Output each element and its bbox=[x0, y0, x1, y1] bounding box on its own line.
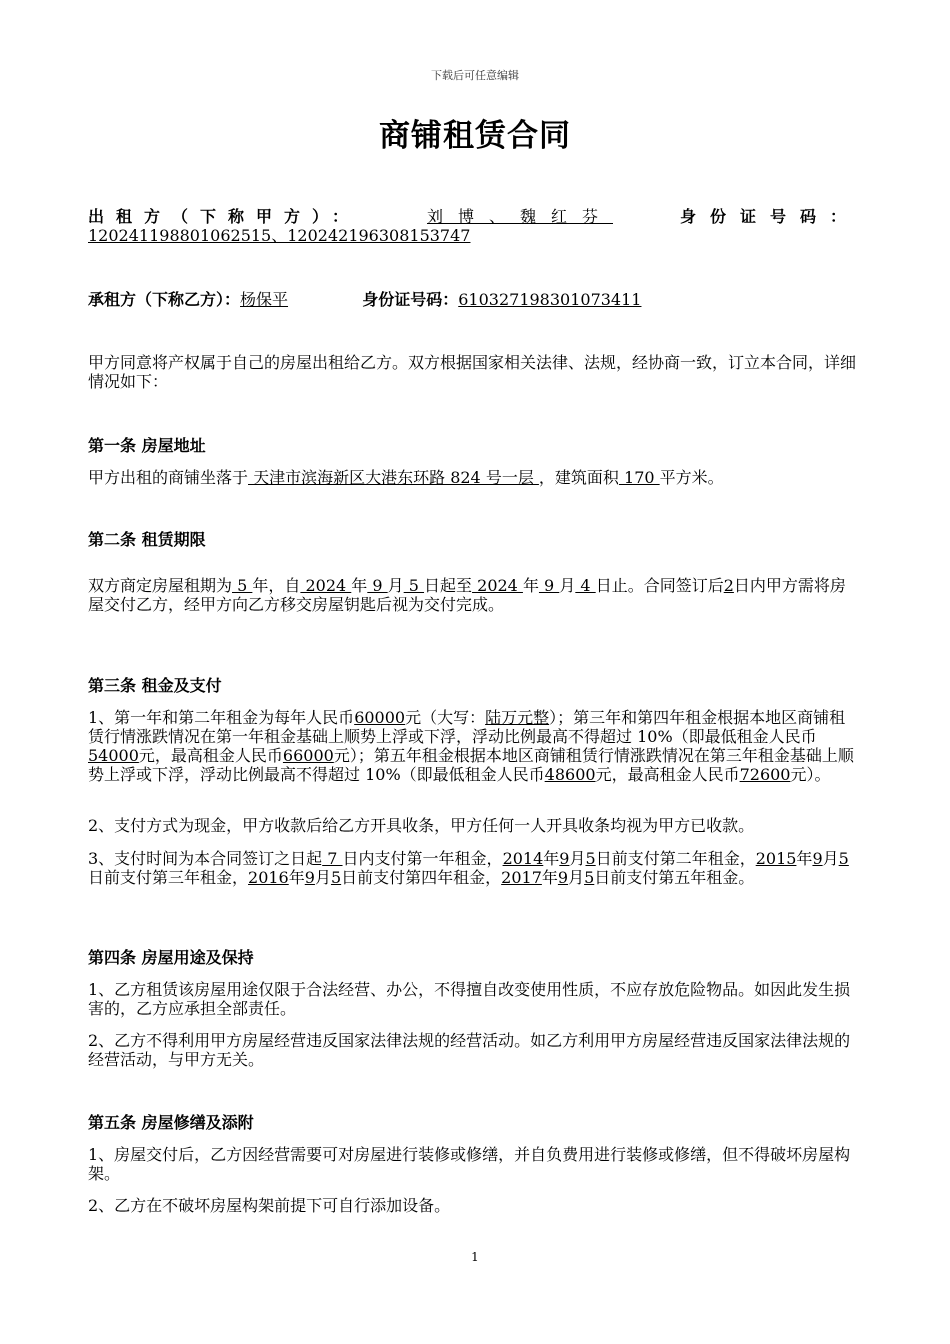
article-1-heading: 第一条 房屋地址 bbox=[88, 436, 206, 455]
article-3-clause-2: 2、支付方式为现金，甲方收款后给乙方开具收条，甲方任何一人开具收条均视为甲方已收款。 bbox=[88, 816, 755, 835]
text: 元，最高租金人民币 bbox=[138, 746, 283, 765]
lease-term: 5 bbox=[232, 576, 253, 595]
max-rent-1: 66000 bbox=[282, 746, 334, 765]
text: 日止。合同签订后 bbox=[595, 576, 724, 595]
lessee-name: 杨保平 bbox=[240, 290, 289, 309]
text: 甲方出租的商铺坐落于 bbox=[88, 468, 249, 487]
date-day: 5 bbox=[330, 868, 342, 887]
date-year: 2016 bbox=[248, 868, 289, 887]
article-3-clause-3 bbox=[88, 849, 860, 887]
lessor-line bbox=[88, 207, 860, 226]
handover-days: 2 bbox=[723, 576, 734, 595]
building-area: 170 bbox=[618, 468, 660, 487]
article-5-clause-1: 1、房屋交付后，乙方因经营需要可对房屋进行装修或修缮，并自负费用进行装修或修缮，但不得破坏房屋构架。 bbox=[88, 1145, 851, 1183]
lessee-id-label: 身份证号码： bbox=[362, 290, 459, 309]
text: 日前支付第四年租金， bbox=[341, 868, 502, 887]
date-month: 9 bbox=[557, 868, 569, 887]
text: 年，自 bbox=[252, 576, 301, 595]
text: 月 bbox=[822, 849, 839, 868]
lessor-section bbox=[88, 207, 860, 245]
date-month: 9 bbox=[812, 849, 823, 868]
text: 年 bbox=[796, 849, 813, 868]
max-rent-2: 72600 bbox=[739, 765, 791, 784]
lessee-id: 610327198301073411 bbox=[458, 290, 642, 309]
intro-paragraph: 甲方同意将产权属于自己的房屋出租给乙方。双方根据国家相关法律、法规，经协商一致，订立本合同，详细情况如下： bbox=[88, 353, 857, 391]
article-1-body bbox=[88, 468, 860, 487]
end-month: 9 bbox=[538, 576, 560, 595]
lessee-label: 承租方（下称乙方）： bbox=[88, 290, 241, 309]
text: 平方米。 bbox=[659, 468, 724, 487]
annual-rent-words: 陆万元整 bbox=[485, 708, 550, 727]
lessee-section bbox=[88, 290, 860, 309]
text: 元，最高租金人民币 bbox=[595, 765, 740, 784]
start-month: 9 bbox=[367, 576, 388, 595]
text: 3、支付时间为本合同签订之日起 bbox=[88, 849, 323, 868]
date-year: 2017 bbox=[501, 868, 542, 887]
text: 月 bbox=[314, 868, 331, 887]
header-note: 下载后可任意编辑 bbox=[431, 69, 519, 82]
min-rent-1: 54000 bbox=[88, 746, 139, 765]
date-month: 9 bbox=[559, 849, 570, 868]
property-address: 天津市滨海新区大港东环路 824 号一层 bbox=[248, 468, 539, 487]
article-4-heading: 第四条 房屋用途及保持 bbox=[88, 948, 254, 967]
text: 月 bbox=[569, 849, 586, 868]
text: 月 bbox=[568, 868, 585, 887]
end-day: 4 bbox=[575, 576, 596, 595]
article-3-heading: 第三条 租金及支付 bbox=[88, 676, 222, 695]
lessor-names: 刘博、魏红芬 bbox=[426, 207, 613, 226]
text: 1、第一年和第二年租金为每年人民币 bbox=[88, 708, 355, 727]
end-year: 2024 bbox=[472, 576, 523, 595]
page-number: 1 bbox=[471, 1250, 479, 1264]
lessor-label: 出租方（下称甲方）： bbox=[88, 207, 361, 226]
text: 日前支付第五年租金。 bbox=[594, 868, 755, 887]
text: 日前支付第二年租金， bbox=[595, 849, 756, 868]
text: 日内支付第一年租金， bbox=[342, 849, 503, 868]
text: 年 bbox=[288, 868, 305, 887]
date-day: 5 bbox=[838, 849, 849, 868]
min-rent-2: 48600 bbox=[544, 765, 596, 784]
date-month: 9 bbox=[304, 868, 315, 887]
text: ，建筑面积 bbox=[538, 468, 619, 487]
text: 年 bbox=[543, 849, 560, 868]
document-title: 商铺租赁合同 bbox=[379, 118, 571, 154]
text: 元）。 bbox=[790, 765, 831, 784]
text: 年 bbox=[541, 868, 558, 887]
date-day: 5 bbox=[585, 849, 596, 868]
text: 元）；第五年租金根据本地区商铺租赁行情涨跌情况在第三年租金基础上顺势上浮或下浮，浮动比例最高不得超过 10%（即最低租金人民币 bbox=[88, 746, 854, 784]
article-2-body bbox=[88, 576, 860, 614]
article-4-clause-1: 1、乙方租赁该房屋用途仅限于合法经营、办公，不得擅自改变使用性质，不应存放危险物品。如因此发生损害的，乙方应承担全部责任。 bbox=[88, 980, 851, 1018]
date-day: 5 bbox=[584, 868, 595, 887]
start-year: 2024 bbox=[300, 576, 352, 595]
article-5-clause-2: 2、乙方在不破坏房屋构架前提下可自行添加设备。 bbox=[88, 1196, 451, 1215]
date-year: 2015 bbox=[755, 849, 797, 868]
lessor-id-label: 身份证号码： bbox=[679, 207, 860, 226]
text: 双方商定房屋租期为 bbox=[88, 576, 233, 595]
start-day: 5 bbox=[403, 576, 425, 595]
first-payment-days: 7 bbox=[322, 849, 343, 868]
article-3-clause-1 bbox=[88, 708, 860, 784]
article-2-heading: 第二条 租赁期限 bbox=[88, 530, 206, 549]
text: ）；第三年和第四年租金根据本地区商铺租赁行情涨跌情况在第一年租金基础上顺势上浮或下浮，浮动比例最高不得超过 10%（即最低租金人民币 bbox=[88, 708, 846, 746]
lessor-ids: 120241198801062515、120242196308153747 bbox=[88, 226, 471, 245]
text: 日起至 bbox=[424, 576, 473, 595]
text: 月 bbox=[559, 576, 576, 595]
text: 元（大写： bbox=[405, 708, 486, 727]
text: 年 bbox=[351, 576, 368, 595]
text: 月 bbox=[387, 576, 404, 595]
text: 日前支付第三年租金， bbox=[88, 868, 249, 887]
text: 年 bbox=[522, 576, 539, 595]
annual-rent: 60000 bbox=[354, 708, 406, 727]
date-year: 2014 bbox=[502, 849, 544, 868]
article-4-clause-2: 2、乙方不得利用甲方房屋经营违反国家法律法规的经营活动。如乙方利用甲方房屋经营违反国家法律法规的经营活动，与甲方无关。 bbox=[88, 1031, 851, 1069]
text: 日内甲方需将房屋交付乙方，经甲方向乙方移交房屋钥匙后视为交付完成。 bbox=[88, 576, 846, 614]
article-5-heading: 第五条 房屋修缮及添附 bbox=[88, 1113, 254, 1132]
